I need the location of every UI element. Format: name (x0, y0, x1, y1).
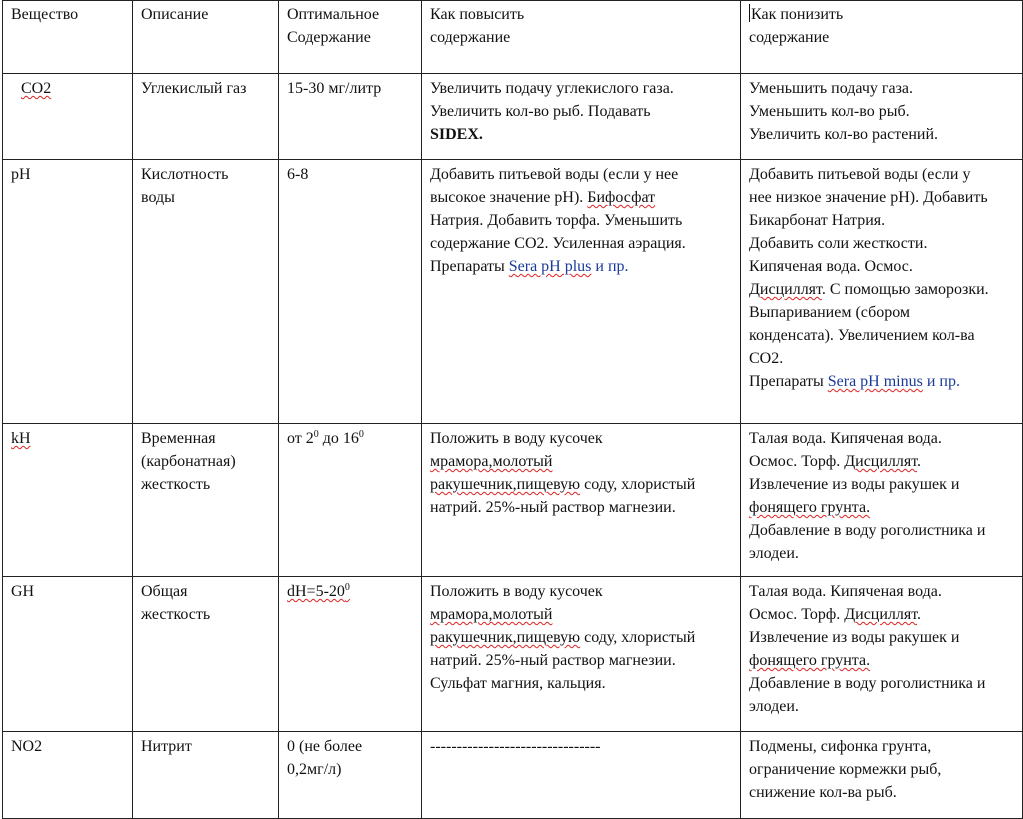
cell-optimal: $dH=5-20^0$ (279, 577, 422, 732)
cell-raise: Положить в воду кусочек мрамора,молотый ракушечник,пищевую соду, хлористый натрий. 25%-ный раствор магнезии. (422, 424, 741, 577)
table-row-ph (3, 160, 1023, 424)
header-optimal: Оптимальное Содержание (279, 1, 422, 74)
table-row-co2 (3, 74, 1023, 160)
cell-optimal: 0 (не более 0,2мг/л) (279, 732, 422, 819)
cell-lower: Добавить питьевой воды (если у нее низкое значение pH). Добавить Бикарбонат Натрия. Добавить соли жесткости. Кипяченая вода. Осмос. Дисциллят. С помощью заморозки. Выпариванием (сбором конденсата). Увеличением кол-ва CO2. Препараты Sera pH minus и пр. (741, 160, 1023, 424)
cell-optimal: 6-8 (279, 160, 422, 424)
cell-substance: CO2 (3, 74, 133, 160)
cell-description: Временная (карбонатная) жесткость (133, 424, 279, 577)
cell-description: Углекислый газ (133, 74, 279, 160)
header-description: Описание (133, 1, 279, 74)
cell-raise: -------------------------------- (422, 732, 741, 819)
cell-description: Кислотность воды (133, 160, 279, 424)
cell-optimal: 15-30 мг/литр (279, 74, 422, 160)
cell-description: Общая жесткость (133, 577, 279, 732)
header-substance: Вещество (3, 1, 133, 74)
cell-substance: pH (3, 160, 133, 424)
water-parameters-table (2, 0, 1023, 819)
cell-raise: Добавить питьевой воды (если у нее высокое значение pH). Бифосфат Натрия. Добавить торфа. Уменьшить содержание CO2. Усиленная аэрация. Препараты Sera pH plus и пр. (422, 160, 741, 424)
cell-lower: Уменьшить подачу газа. Уменьшить кол-во рыб. Увеличить кол-во растений. (741, 74, 1023, 160)
table-row-gh (3, 577, 1023, 732)
document-page (2, 0, 1022, 818)
header-raise: Как повысить содержание (422, 1, 741, 74)
cell-lower: Талая вода. Кипяченая вода. Осмос. Торф. Дисциллят. Извлечение из воды ракушек и фонящего грунта. Добавление в воду роголистника и элодеи. (741, 577, 1023, 732)
cell-substance: NO2 (3, 732, 133, 819)
cell-substance: GH (3, 577, 133, 732)
cell-lower: Талая вода. Кипяченая вода. Осмос. Торф. Дисциллят. Извлечение из воды ракушек и фонящего грунта. Добавление в воду роголистника и элодеи. (741, 424, 1023, 577)
table-row-no2 (3, 732, 1023, 819)
cell-optimal: от $2^0$ до $16^0$ (279, 424, 422, 577)
table-row-kh (3, 424, 1023, 577)
cell-raise: Положить в воду кусочек мрамора,молотый ракушечник,пищевую соду, хлористый натрий. 25%-ный раствор магнезии. Сульфат магния, кальция. (422, 577, 741, 732)
cell-substance: kH (3, 424, 133, 577)
cell-raise: Увеличить подачу углекислого газа. Увеличить кол-во рыб. Подавать SIDEX. (422, 74, 741, 160)
cell-lower: Подмены, сифонка грунта, ограничение кормежки рыб, снижение кол-ва рыб. (741, 732, 1023, 819)
header-lower: Как понизить содержание (741, 1, 1023, 74)
cell-description: Нитрит (133, 732, 279, 819)
table-header-row (3, 1, 1023, 74)
text-cursor (749, 4, 750, 22)
